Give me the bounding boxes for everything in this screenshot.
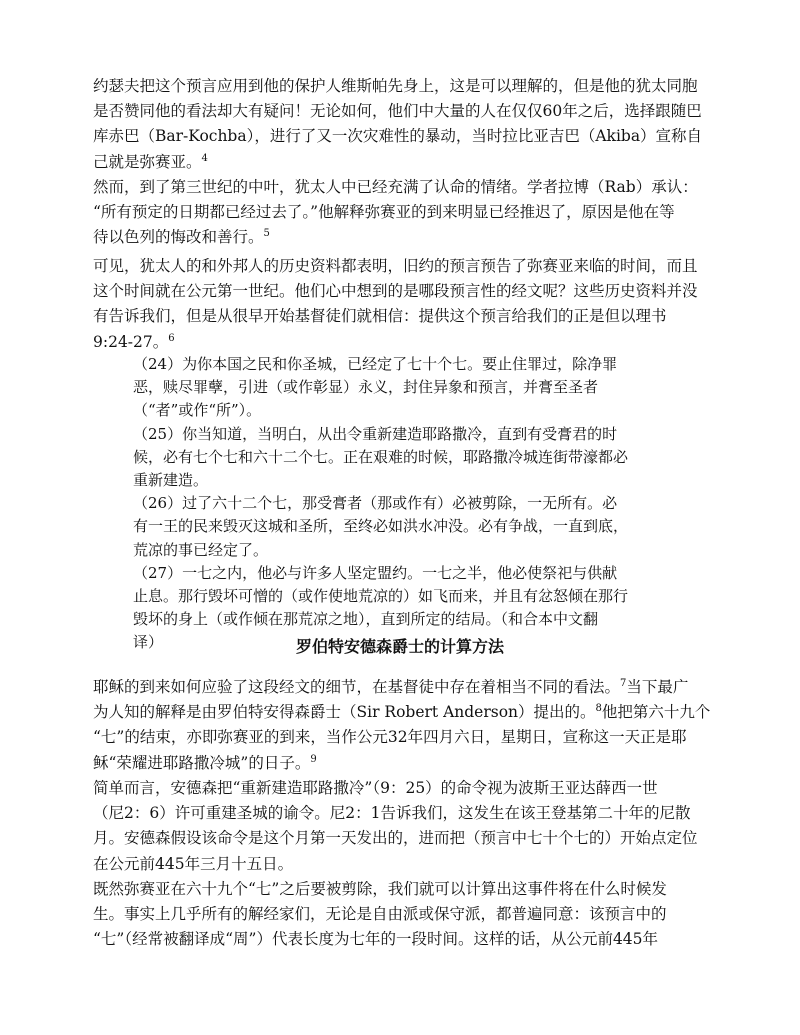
footnote-ref: 5 [263,228,270,240]
text-line [93,225,715,250]
paragraph-1 [93,74,715,175]
quote-line: （27）一七之内，他必与许多人坚定盟约。一七之半，他必使祭祀与供献 [133,563,618,582]
scripture-quote [133,353,673,655]
text-line: “所有预定的日期都已经过去了。”他解释弥赛亚的到来明显已经推迟了，原因是他在等 [93,203,675,222]
quote-line: 恶，赎尽罪孽，引进（或作彰显）永义，封住异象和预言，并膏至圣者 [133,378,599,397]
text-line: 这个时间就在公元第一世纪。他们心中想到的是哪段预言性的经文呢？这些历史资料并没 [93,282,698,301]
text-line: “七”（经常被翻译成“周”）代表长度为七年的一段时间。这样的话，从公元前445年 [93,930,659,949]
quote-line: 止息。那行毁坏可憎的（或作使地荒凉的）如飞而来，并且有忿怒倾在那行 [133,587,629,606]
text-segment: 9:24-27。 [93,332,169,351]
text-line: 在公元前445年三月十五日。 [93,854,294,873]
paragraph-3 [93,254,715,355]
quote-line: 毁坏的身上（或作倾在那荒凉之地），直到所定的结局。（和合本中文翻 [133,610,599,629]
text-line: 库赤巴（Bar-Kochba），进行了又一次灾难性的暴动，当时拉比亚吉巴（Akiba）宣称自 [93,127,703,146]
text-segment: 己就是弥赛亚。 [93,152,202,171]
footnote-ref: 4 [201,152,208,164]
paragraph-6 [93,877,715,953]
text-line [93,700,715,725]
text-line [93,330,715,355]
text-segment: 他把第六十九个 [601,703,711,722]
text-line: 是否赞同他的看法却大有疑问！无论如何，他们中大量的人在仅仅60年之后，选择跟随巴 [93,102,702,121]
text-segment: 耶稣的到来如何应验了这段经文的细节，在基督徒中存在着相当不同的看法。 [93,678,621,696]
text-line: “七”的结束，亦即弥赛亚的到来，当作公元32年四月六日，星期日，宣称这一天正是耶 [93,728,687,747]
footnote-ref: 9 [310,753,317,765]
quote-line: （“者”或作“所”）。 [133,401,262,420]
text-line: 可见，犹太人的和外邦人的历史资料都表明，旧约的预言预告了弥赛亚来临的时间，而且 [93,257,698,275]
text-line: （尼2：6）许可重建圣城的谕令。尼2：1告诉我们，这发生在该王登基第二十年的尼散 [93,804,691,823]
text-segment: 为人知的解释是由罗伯特安得森爵士（Sir Robert Anderson）提出的。 [93,703,596,722]
paragraph-5 [93,776,715,877]
quote-line: 译） [133,633,164,652]
text-line: 然而，到了第三世纪的中叶，犹太人中已经充满了认命的情绪。学者拉博（Rab）承认： [93,178,698,196]
text-line [93,675,715,700]
text-line: 有告诉我们，但是从很早开始基督徒们就相信：提供这个预言给我们的正是但以理书 [93,307,667,326]
text-line: 月。安德森假设该命令是这个月第一天发出的，进而把（预言中七十个七的）开始点定位 [93,829,698,848]
text-line [93,751,715,776]
footnote-ref: 6 [168,332,175,344]
paragraph-2 [93,175,715,251]
section-heading: 罗伯特安德森爵士的计算方法 [295,637,504,656]
text-line: 简单而言，安德森把“重新建造耶路撒冷”（9：25）的命令视为波斯王亚达薛西一世 [93,779,658,797]
text-line: 约瑟夫把这个预言应用到他的保护人维斯帕先身上，这是可以理解的，但是他的犹太同胞 [93,77,698,95]
text-line: 生。事实上几乎所有的解经家们，无论是自由派或保守派，都普遍同意：该预言中的 [93,905,667,924]
quote-line: 有一王的民来毁灭这城和圣所，至终必如洪水冲没。必有争战，一直到底， [133,517,629,536]
quote-line: （24）为你本国之民和你圣城，已经定了七十个七。要止住罪过，除净罪 [133,355,618,373]
quote-line: 重新建造。 [133,471,209,490]
footnote-ref: 8 [595,703,602,715]
paragraph-4 [93,675,715,776]
quote-line: （25）你当知道，当明白，从出令重新建造耶路撒冷，直到有受膏君的时 [133,424,618,443]
text-line: 既然弥赛亚在六十九个“七”之后要被剪除，我们就可以计算出这事件将在什么时候发 [93,880,667,898]
text-line [93,150,715,175]
text-segment: 当下最广 [626,678,689,696]
text-segment: 稣“荣耀进耶路撒冷城”的日子。 [93,753,311,772]
quote-line: 荒凉的事已经定了。 [133,540,269,559]
quote-line: 候，必有七个七和六十二个七。正在艰难的时候，耶路撒冷城连街带濠都必 [133,447,629,466]
footnote-ref: 7 [620,677,627,689]
text-segment: 待以色列的悔改和善行。 [93,228,264,247]
quote-line: （26）过了六十二个七，那受膏者（那或作有）必被剪除，一无所有。必 [133,494,618,513]
